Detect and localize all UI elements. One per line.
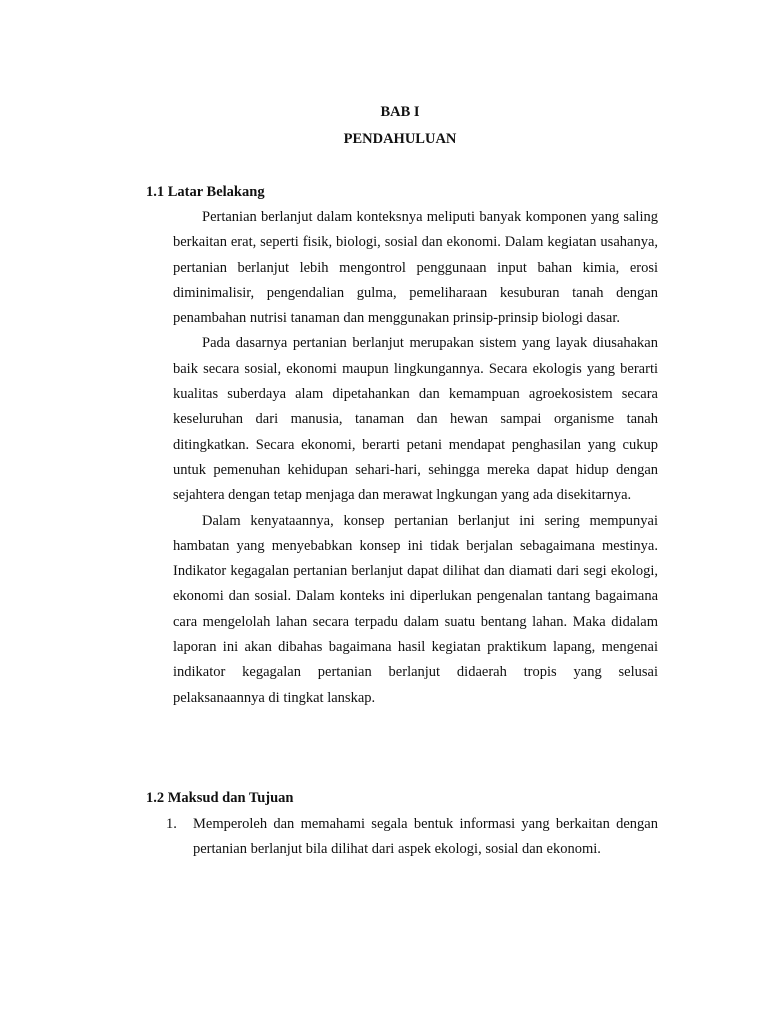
paragraph: Dalam kenyataannya, konsep pertanian berlanjut ini sering mempunyai hambatan yang menyebabkan konsep ini tidak berjalan sebagaimana mestinya. Indikator kegagalan pertanian berlanjut dapat dilihat dan diamati dari segi ekologi, ekonomi dan sosial. Dalam konteks ini diperlukan pengenalan tantang bagaimana cara mengelolah lahan secara terpadu dalam suatu bentang lahan. Maka didalam laporan ini akan dibahas bagaimana hasil kegiatan praktikum lapang, mengenai indikator kegagalan pertanian berlanjut didaerah tropis yang selusai pelaksanaannya di tingkat lanskap. [173, 512, 658, 706]
goal-list [166, 812, 658, 863]
paragraph: Pertanian berlanjut dalam konteksnya meliputi banyak komponen yang saling berkaitan erat, seperti fisik, biologi, sosial dan ekonomi. Dalam kegiatan usahanya, pertanian berlanjut lebih mengontrol penggunaan input bahan kimia, erosi diminimalisir, pengendalian gulma, pemeliharaan kesuburan tanah dengan penambahan nutrisi tanaman dan menggunakan prinsip-prinsip biologi dasar. [173, 209, 658, 327]
chapter-number: BAB I [380, 104, 420, 120]
list-item-number: 1. [166, 816, 177, 832]
section-body-latar-belakang [173, 205, 658, 711]
paragraph: Pada dasarnya pertanian berlanjut merupakan sistem yang layak diusahakan baik secara sosial, ekonomi maupun lingkungannya. Secara ekologis yang berarti kualitas suberdaya alam dipetahankan dan kemampuan agroekosistem secara keseluruhan dari manusia, tanaman dan hewan sampai organisme tanah ditingkatkan. Secara ekonomi, berarti petani mendapat penghasilan yang cukup untuk pemenuhan kehidupan sehari-hari, sehingga mereka dapat hidup dengan sejahtera dengan tetap menjaga dan merawat lngkungan yang ada disekitarnya. [173, 335, 658, 504]
list-item-text: Memperoleh dan memahami segala bentuk informasi yang berkaitan dengan pertanian berlanjut bila dilihat dari aspek ekologi, sosial dan ekonomi. [193, 816, 658, 858]
chapter-title: PENDAHULUAN [343, 131, 457, 147]
section-heading-maksud-tujuan: 1.2 Maksud dan Tujuan [146, 790, 294, 806]
list-item [166, 812, 658, 863]
section-heading-latar-belakang: 1.1 Latar Belakang [146, 184, 265, 200]
